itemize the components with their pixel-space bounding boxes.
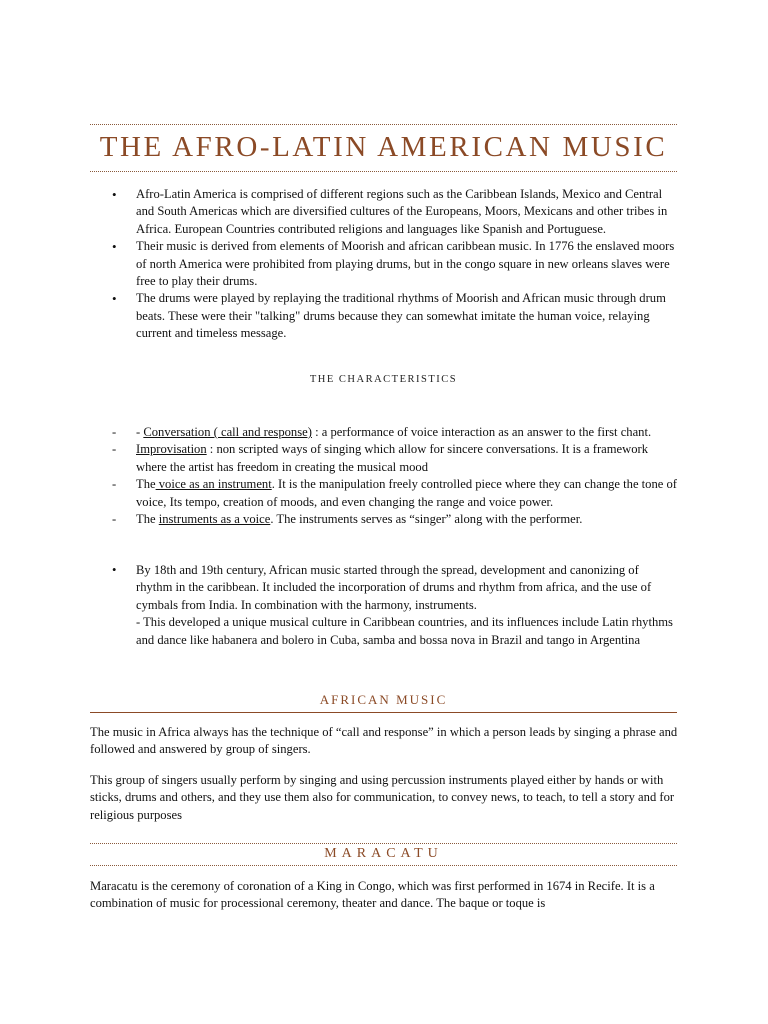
- item-description: : a performance of voice interaction as an answer to the first chant.: [311, 425, 652, 439]
- page-title: THE AFRO-LATIN AMERICAN MUSIC: [99, 131, 668, 163]
- bullet-continuation: - This developed a unique musical culture in Caribbean countries, and its influences include Latin rhythms and dance like habanera and bolero in Cuba, samba and bossa nova in Brazil and tango in Argentina: [136, 615, 673, 647]
- item-description: : non scripted ways of singing which allow for sincere conversations. It is a framework where the artist has freedom in creating the musical mood: [136, 442, 649, 474]
- list-item: [108, 511, 678, 528]
- dash-marker: -: [112, 512, 117, 527]
- bullet-marker: •: [112, 239, 117, 255]
- characteristics-heading: THE CHARACTERISTICS: [309, 374, 458, 385]
- characteristics-list: [108, 424, 678, 528]
- item-term: Conversation ( call and response): [143, 425, 312, 439]
- dash-marker: -: [112, 442, 117, 457]
- item-description: . It is the manipulation freely controlled piece where they can change the tone of voice, Its tempo, creation of moods, and even changing the range and voice power.: [136, 477, 678, 509]
- paragraph: The music in Africa always has the technique of “call and response” in which a person leads by singing a phrase and followed and answered by group of singers.: [90, 725, 678, 757]
- item-prefix: -: [136, 425, 144, 439]
- african-music-heading: AFRICAN MUSIC: [90, 692, 677, 713]
- bullet-text: The drums were played by replaying the traditional rhythms of Moorish and African music through drum beats. These were their "talking" drums because they can somewhat imitate the human voice, relaying current and timeless message.: [136, 291, 666, 341]
- dash-marker: -: [112, 477, 117, 492]
- bullet-text: By 18th and 19th century, African music started through the spread, development and canonizing of rhythm in the caribbean. It included the incorporation of drums and rhythm from africa, and the use of cymbals from India. In combination with the harmony, instruments.: [136, 563, 652, 612]
- list-item: [108, 290, 678, 342]
- list-item: [108, 562, 678, 649]
- item-description: . The instruments serves as “singer” along with the performer.: [270, 512, 583, 527]
- bullet-marker: •: [112, 187, 117, 202]
- list-item: [108, 424, 678, 441]
- list-item: [108, 186, 678, 238]
- list-item: [108, 441, 678, 476]
- bullet-text: Their music is derived from elements of Moorish and african caribbean music. In 1776 the enslaved moors of north America were prohibited from playing drums, but in the congo square in new orleans slaves were free to play their drums.: [136, 239, 675, 289]
- list-item: [108, 238, 678, 290]
- maracatu-heading: MARACATU: [90, 843, 677, 866]
- item-term: voice as an instrument: [155, 477, 272, 492]
- item-term: Improvisation: [136, 442, 207, 457]
- list-item: [108, 476, 678, 511]
- item-prefix: The: [136, 512, 159, 527]
- item-term: instruments as a voice: [158, 512, 271, 527]
- bullet-marker: •: [112, 291, 117, 307]
- dash-marker: -: [112, 425, 117, 439]
- item-prefix: The: [136, 477, 156, 492]
- paragraph: This group of singers usually perform by singing and using percussion instruments played either by hands or with sticks, drums and others, and they use them also for communication, to convey news, to teach, to tell a story and for religious purposes: [90, 773, 675, 822]
- intro-bullet-list: [108, 186, 678, 343]
- title-block: [90, 124, 677, 172]
- paragraph: Maracatu is the ceremony of coronation of a King in Congo, which was first performed in 1674 in Recife. It is a combination of music for processional ceremony, theater and dance. The baque or toque is: [90, 879, 655, 911]
- bullet-marker: •: [112, 563, 117, 577]
- bullet-text: Afro-Latin America is comprised of different regions such as the Caribbean Islands, Mexico and Central and South Americas which are diversified cultures of the Europeans, Moors, Mexicans and other tribes in Africa. European Countries contributed religions and languages like Spanish and Portuguese.: [136, 187, 668, 236]
- history-bullet-list: [108, 562, 678, 649]
